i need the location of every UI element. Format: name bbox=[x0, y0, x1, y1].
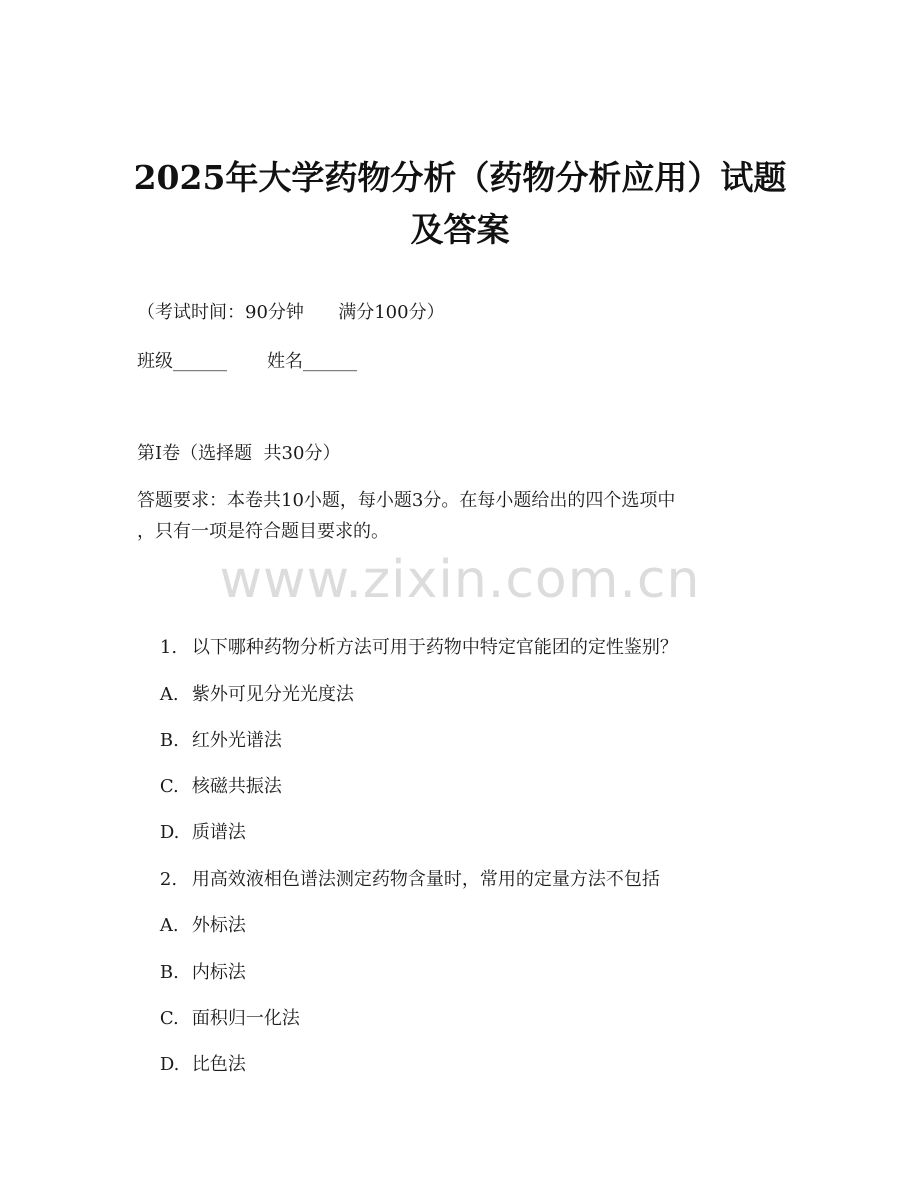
question-text: 以下哪种药物分析方法可用于药物中特定官能团的定性鉴别？ bbox=[191, 637, 678, 658]
document-title-line-1: 2025年大学药物分析（药物分析应用）试题 bbox=[133, 158, 787, 197]
option-text: 质谱法 bbox=[191, 822, 246, 843]
option-label: A. bbox=[159, 684, 179, 705]
option-label: B. bbox=[159, 730, 179, 751]
question-number: 1. bbox=[159, 637, 178, 658]
option-label: B. bbox=[159, 962, 179, 983]
option-text: 紫外可见分光光度法 bbox=[191, 684, 354, 705]
section-requirement-line-2: ，只有一项是符合题目要求的。 bbox=[137, 521, 389, 542]
question-number: 2. bbox=[159, 869, 178, 890]
section-heading: 第I卷（选择题 共30分） bbox=[137, 443, 341, 464]
option-text: 红外光谱法 bbox=[191, 730, 282, 751]
option-label: D. bbox=[159, 1054, 180, 1075]
watermark: www.zixin.com.cn bbox=[219, 550, 701, 610]
option-text: 外标法 bbox=[191, 915, 246, 936]
option-text: 面积归一化法 bbox=[191, 1008, 300, 1029]
question-2-option-d bbox=[137, 1029, 246, 1101]
question-text: 用高效液相色谱法测定药物含量时，常用的定量方法不包括 bbox=[191, 869, 660, 890]
section-requirement-line-1: 答题要求：本卷共10小题，每小题3分。在每小题给出的四个选项中 bbox=[137, 490, 676, 511]
option-label: D. bbox=[159, 822, 180, 843]
option-text: 核磁共振法 bbox=[191, 776, 282, 797]
option-label: C. bbox=[159, 776, 179, 797]
document-title-line-2: 及答案 bbox=[410, 210, 510, 249]
option-label: A. bbox=[159, 915, 179, 936]
option-text: 内标法 bbox=[191, 962, 246, 983]
exam-info: （考试时间：90分钟 满分100分） bbox=[137, 302, 445, 323]
option-text: 比色法 bbox=[191, 1054, 246, 1075]
class-name-line: 班级______ 姓名______ bbox=[137, 351, 358, 372]
option-label: C. bbox=[159, 1008, 179, 1029]
